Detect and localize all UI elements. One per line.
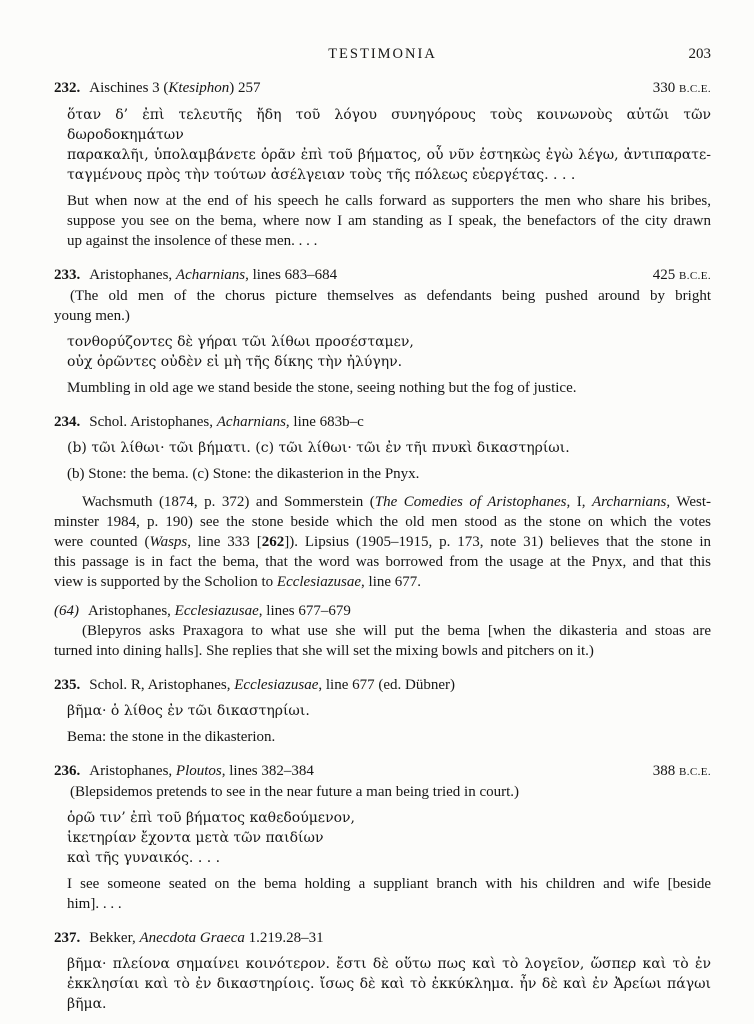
trans-block: [67, 191, 711, 251]
text-segment: The Comedies of Aristophanes: [374, 494, 567, 510]
text-segment: , line 683b–c: [285, 414, 364, 430]
entry-date: [641, 78, 711, 99]
text-segment: this passage is in fact the bema, that the word was borrowed from the usage at the Pnyx, and that this: [54, 554, 711, 570]
text-segment: Mumbling in old age we stand beside the stone, seeing nothing but the fog of justice.: [67, 380, 577, 396]
entry-number: (64): [54, 603, 79, 619]
trans-line: [67, 464, 711, 484]
text-segment: , line 333 [: [187, 534, 262, 550]
text-segment: Bema: the stone in the dikasterion.: [67, 729, 276, 745]
entry-233: [54, 265, 711, 398]
greek-block: [67, 332, 711, 372]
greek-line: [67, 808, 711, 828]
entry-heading: [54, 761, 711, 782]
text-segment: Aristophanes,: [89, 267, 176, 283]
trans-block: [67, 464, 711, 484]
trans-block: [67, 727, 711, 747]
entries-list: [54, 78, 711, 1014]
commentary-line: [54, 492, 711, 512]
greek-line: [67, 332, 711, 352]
entry-235: [54, 675, 711, 747]
greek-line: [67, 165, 711, 185]
entry-title: [89, 675, 455, 695]
commentary-block: [54, 492, 711, 592]
greek-line: [67, 105, 711, 145]
text-segment: βῆμα.: [67, 996, 107, 1012]
text-segment: Wachsmuth (1874, p. 372) and Sommerstein (: [82, 494, 375, 510]
text-segment: ἐκκλησίαι καὶ τὸ ἐν δικαστηρίοις. ἴσως δὲ καὶ τὸ ἐκκύκλημα. ἦν δὲ καὶ ἐν Ἀρείωι πάγωι: [67, 976, 711, 992]
text-segment: young men.): [54, 308, 130, 324]
text-segment: ὅταν δ’ ἐπὶ τελευτῆς ἤδη τοῦ λόγου συνηγόρους τοὺς κοινωνοὺς αὑτῶι τῶν δωροδοκημάτων: [67, 107, 711, 143]
desc-line: [54, 306, 711, 326]
trans-block: [67, 378, 711, 398]
page-header: [54, 44, 711, 64]
text-segment: (b) τῶι λίθωι· τῶι βήματι. (c) τῶι λίθωι· τῶι ἐν τῆι πνυκὶ δικαστηρίωι.: [67, 440, 570, 456]
entry-heading: [54, 675, 711, 695]
text-segment: Acharnians: [216, 414, 286, 430]
entry-date-year: 330: [652, 80, 676, 96]
entry-number: 233.: [54, 267, 81, 283]
text-segment: παρακαλῆι, ὑπολαμβάνετε ὁρᾶν ἐπὶ τοῦ βήματος, οὗ νῦν ἑστηκὼς ἐγὼ λέγω, ἀντιπαρατε-: [67, 147, 711, 163]
greek-line: [67, 145, 711, 165]
text-segment: (The old men of the chorus picture themselves as defendants being pushed around by bright: [70, 288, 711, 304]
entry-heading: [54, 265, 711, 286]
entry-title: [89, 928, 323, 948]
text-segment: Ktesiphon: [168, 80, 230, 96]
entry-date-year: 425: [652, 267, 676, 283]
entry-number: 232.: [54, 80, 81, 96]
text-segment: , lines 683–684: [245, 267, 338, 283]
entry-date-era: B.C.E.: [678, 83, 711, 95]
entry-number: 235.: [54, 677, 81, 693]
desc-line: [54, 621, 711, 641]
greek-line: [67, 701, 711, 721]
page-number: 203: [688, 46, 711, 62]
text-segment: Aristophanes,: [89, 763, 176, 779]
text-segment: (Blepyros asks Praxagora to what use she will put the bema [when the dikasteria and stoas are: [82, 623, 711, 639]
greek-block: [67, 701, 711, 721]
desc-line: [54, 286, 711, 306]
desc-block: [54, 286, 711, 326]
entry-236: [54, 761, 711, 914]
text-segment: καὶ τῆς γυναικός. . . .: [67, 850, 221, 866]
text-segment: Wasps: [149, 534, 188, 550]
entry-date-era: B.C.E.: [678, 766, 711, 778]
text-segment: οὐχ ὁρῶντες οὐδὲν εἰ μὴ τῆς δίκης τὴν ἠλύγην.: [67, 354, 403, 370]
entry-number: 234.: [54, 414, 81, 430]
text-segment: Ecclesiazusae: [234, 677, 319, 693]
greek-line: [67, 954, 711, 974]
text-segment: βῆμα· πλείονα σημαίνει κοινότερον. ἔστι δὲ οὕτω πως καὶ τὸ λογεῖον, ὥσπερ καὶ τὸ ἐν: [67, 956, 711, 972]
text-segment: were counted (: [54, 534, 150, 550]
trans-line: [67, 874, 711, 894]
greek-line: [67, 438, 711, 458]
text-segment: , line 677 (ed. Dübner): [318, 677, 456, 693]
entry-title: [89, 265, 337, 285]
text-segment: Ecclesiazusae: [174, 603, 259, 619]
entry-heading: [54, 412, 711, 432]
entry-title: [89, 412, 364, 432]
greek-block: [67, 438, 711, 458]
text-segment: Schol. R, Aristophanes,: [89, 677, 235, 693]
entry-237: [54, 928, 711, 1014]
text-segment: (b) Stone: the bema. (c) Stone: the dikasterion in the Pnyx.: [67, 466, 420, 482]
text-segment: ]). Lipsius (1905–1915, p. 173, note 31) believes that the stone in: [284, 534, 711, 550]
entry-heading: [54, 78, 711, 99]
entry-232: [54, 78, 711, 251]
greek-line: [67, 974, 711, 994]
entry-number: 236.: [54, 763, 81, 779]
text-segment: Anecdota Graeca: [139, 930, 245, 946]
text-segment: view is supported by the Scholion to: [54, 574, 277, 590]
text-segment: Schol. Aristophanes,: [89, 414, 217, 430]
entry-date: [641, 761, 711, 782]
entry-title: [89, 78, 260, 98]
text-segment: Archarnians: [591, 494, 667, 510]
text-segment: , lines 677–679: [258, 603, 351, 619]
desc-line: [54, 782, 711, 802]
text-segment: , West-: [666, 494, 711, 510]
commentary-line: [54, 512, 711, 532]
trans-line: [67, 378, 711, 398]
text-segment: 262: [261, 534, 285, 550]
text-segment: Aristophanes,: [88, 603, 175, 619]
commentary-line: [54, 552, 711, 572]
text-segment: him]. . . .: [67, 896, 122, 912]
text-segment: , lines 382–384: [221, 763, 314, 779]
text-segment: Bekker,: [89, 930, 140, 946]
text-segment: (Blepsidemos pretends to see in the near future a man being tried in court.): [70, 784, 520, 800]
text-segment: Ploutos: [175, 763, 222, 779]
greek-line: [67, 848, 711, 868]
text-segment: βῆμα· ὁ λίθος ἐν τῶι δικαστηρίωι.: [67, 703, 310, 719]
entry-64: [54, 601, 711, 661]
greek-line: [67, 828, 711, 848]
commentary-line: [54, 532, 711, 552]
trans-line: [67, 894, 711, 914]
page-title: TESTIMONIA: [328, 46, 437, 62]
greek-line: [67, 994, 711, 1014]
text-segment: Acharnians: [175, 267, 246, 283]
commentary-line: [54, 572, 711, 592]
text-segment: minster 1984, p. 190) see the stone beside which the old men stood as the stone on which the votes: [54, 514, 711, 530]
entry-date-era: B.C.E.: [678, 270, 711, 282]
text-segment: But when now at the end of his speech he calls forward as supporters the men who share his bribes,: [67, 193, 711, 209]
entry-date: [641, 265, 711, 286]
desc-line: [54, 641, 711, 661]
text-segment: ) 257: [229, 80, 261, 96]
text-segment: ἱκετηρίαν ἔχοντα μετὰ τῶν παιδίων: [67, 830, 324, 846]
text-segment: , I,: [566, 494, 592, 510]
entry-number: 237.: [54, 930, 81, 946]
greek-line: [67, 352, 711, 372]
greek-block: [67, 954, 711, 1014]
desc-block: [54, 782, 711, 802]
text-segment: turned into dining halls]. She replies that she will set the mixing bowls and pitchers on it.): [54, 643, 594, 659]
text-segment: I see someone seated on the bema holding a suppliant branch with his children and wife [beside: [67, 876, 711, 892]
trans-line: [67, 211, 711, 231]
entry-heading: [54, 928, 711, 948]
entry-title: [88, 601, 351, 621]
text-segment: ὁρῶ τιν’ ἐπὶ τοῦ βήματος καθεδούμενον,: [67, 810, 355, 826]
text-segment: , line 677.: [361, 574, 422, 590]
text-segment: ταγμένους πρὸς τὴν τούτων ἀσέλγειαν τοὺς τῆς πόλεως εὐεργέτας. . . .: [67, 167, 576, 183]
desc-block: [54, 621, 711, 661]
trans-line: [67, 191, 711, 211]
text-segment: τονθορύζοντες δὲ γήραι τῶι λίθωι προσέσταμεν,: [67, 334, 414, 350]
text-segment: Ecclesiazusae: [276, 574, 362, 590]
trans-line: [67, 727, 711, 747]
greek-block: [67, 105, 711, 185]
text-segment: up against the insolence of these men. . . .: [67, 233, 318, 249]
trans-block: [67, 874, 711, 914]
text-segment: 1.219.28–31: [244, 930, 324, 946]
greek-block: [67, 808, 711, 868]
trans-line: [67, 231, 711, 251]
entry-date-year: 388: [652, 763, 676, 779]
entry-234: [54, 412, 711, 592]
entry-title: [89, 761, 314, 781]
text-segment: suppose you see on the bema, where now I am standing as I speak, the benefactors of the city drawn: [67, 213, 711, 229]
text-segment: Aischines 3 (: [89, 80, 169, 96]
entry-heading: [54, 601, 711, 621]
